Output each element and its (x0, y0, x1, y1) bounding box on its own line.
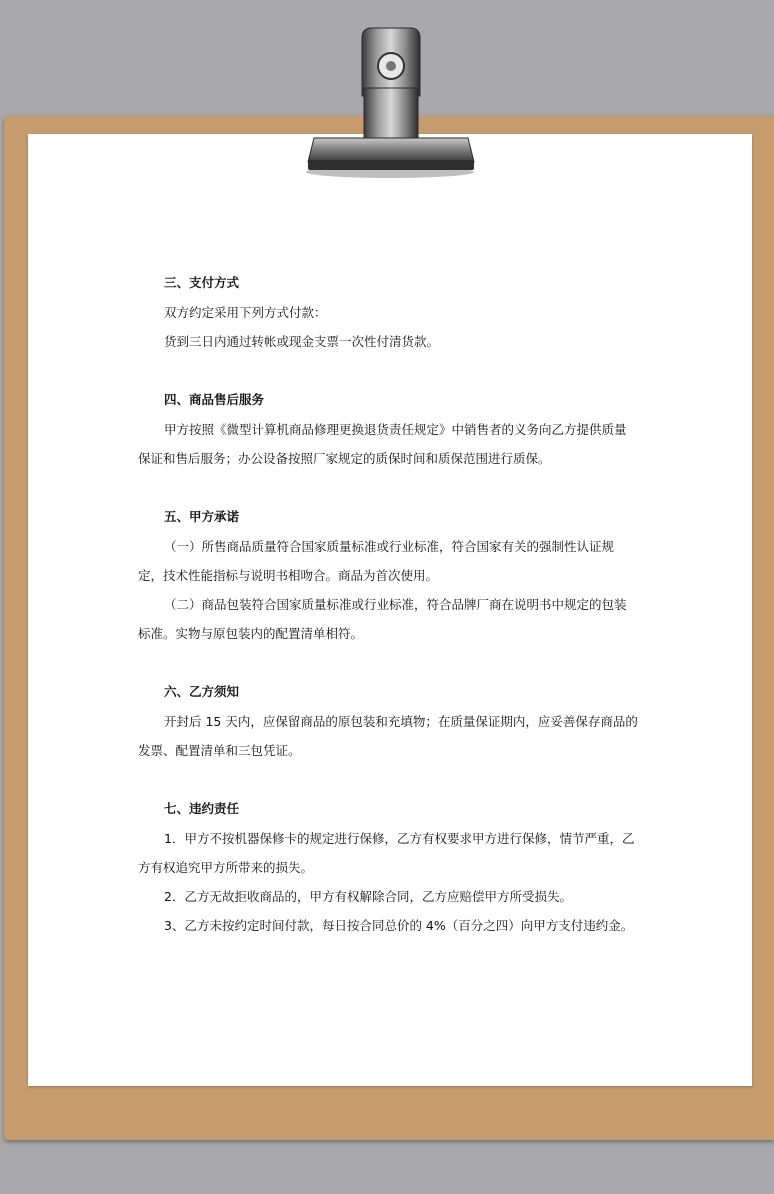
binder-clip-icon (300, 26, 480, 180)
paragraph: 双方约定采用下列方式付款： (164, 305, 327, 320)
section-title: 七、违约责任 (164, 801, 240, 816)
paragraph: 1．甲方不按机器保修卡的规定进行保修，乙方有权要求甲方进行保修，情节严重，乙方有权追究甲方所带来的损失。 (138, 831, 635, 875)
paragraph: 3、乙方未按约定时间付款，每日按合同总价的 4%（百分之四）向甲方支付违约金。 (164, 918, 634, 933)
paragraph: 货到三日内通过转帐或现金支票一次性付清货款。 (164, 334, 440, 349)
paragraph: 甲方按照《微型计算机商品修理更换退货责任规定》中销售者的义务向乙方提供质量保证和售后服务；办公设备按照厂家规定的质保时间和质保范围进行质保。 (138, 422, 627, 466)
section-title: 五、甲方承诺 (164, 509, 240, 524)
document-body (138, 268, 638, 940)
section-title: 三、支付方式 (164, 275, 240, 290)
paragraph: （一）所售商品质量符合国家质量标准或行业标准，符合国家有关的强制性认证规定，技术性能指标与说明书相吻合。商品为首次使用。 (138, 539, 615, 583)
paragraph: 开封后 15 天内，应保留商品的原包装和充填物；在质量保证期内，应妥善保存商品的发票、配置清单和三包凭证。 (138, 714, 638, 758)
section-title: 四、商品售后服务 (164, 392, 265, 407)
paragraph: （二）商品包装符合国家质量标准或行业标准，符合品牌厂商在说明书中规定的包装标准。实物与原包装内的配置清单相符。 (138, 597, 627, 641)
paragraph: 2．乙方无故拒收商品的，甲方有权解除合同，乙方应赔偿甲方所受损失。 (164, 889, 572, 904)
section-title: 六、乙方须知 (164, 684, 240, 699)
